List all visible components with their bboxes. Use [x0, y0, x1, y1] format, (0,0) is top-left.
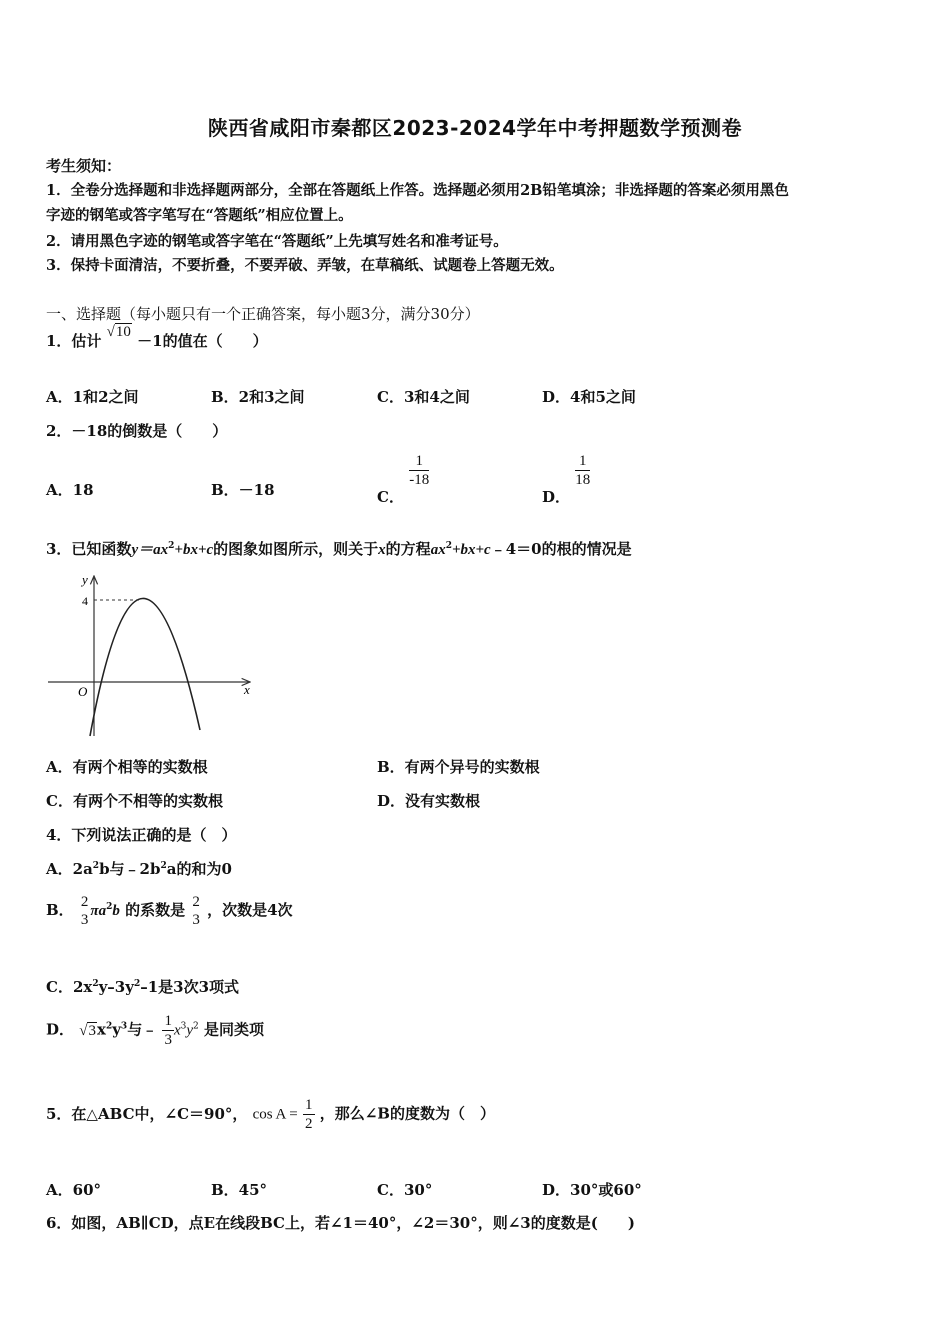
q2-option-d[interactable]: [542, 452, 591, 506]
q4-d-term-x: x: [173, 1022, 181, 1039]
q4-b-exp: 2: [106, 902, 113, 912]
q4-a-2: b与﹣2b: [99, 860, 161, 878]
q1-option-a[interactable]: A．1和2之间: [46, 388, 139, 406]
q2-c-num: 1: [409, 452, 429, 471]
page-title: 陕西省咸阳市秦都区2023-2024学年中考押题数学预测卷: [207, 116, 743, 140]
q5-num: 1: [305, 1097, 313, 1113]
q4-d-x-exp: 2: [105, 1021, 113, 1032]
q2-d-label: D．: [542, 487, 571, 506]
q2-d-den: 18: [575, 472, 591, 488]
q2-d-num: 1: [575, 452, 590, 471]
q5-option-d[interactable]: D．30°或60°: [542, 1181, 642, 1199]
q2-option-a[interactable]: A．18: [46, 481, 94, 499]
x-axis-label: x: [244, 682, 250, 697]
q1-option-b[interactable]: B．2和3之间: [211, 388, 305, 406]
q4-c-exp-2: 2: [133, 979, 141, 989]
q4-d-y-exp: 3: [120, 1021, 128, 1032]
q4-c-3: –1是3次3项式: [140, 978, 240, 996]
q1-option-d[interactable]: D．4和5之间: [542, 388, 636, 406]
q5-frac: [303, 1096, 315, 1133]
section-heading: 一、选择题（每小题只有一个正确答案，每小题3分，满分30分）: [46, 305, 480, 323]
q4-a-1: A．2a: [46, 860, 93, 878]
q5-den: 2: [305, 1116, 313, 1132]
q1-option-c[interactable]: C．3和4之间: [377, 388, 470, 406]
notice-line-3: 2．请用黑色字迹的钢笔或答字笔在“答题纸”上先填写姓名和准考证号。: [46, 233, 508, 250]
q3-text-4: ﹣4＝0的根的情况是: [490, 540, 632, 558]
question-4: 4．下列说法正确的是（ ）: [46, 826, 237, 844]
q4-a-exp-2: 2: [160, 861, 167, 871]
q4-b-den-2: 3: [192, 912, 200, 928]
q1-sqrt: √10: [106, 324, 131, 340]
question-1: [46, 324, 268, 351]
q4-a-exp-1: 2: [92, 861, 100, 871]
notice-line-1: 1．全卷分选择题和非选择题两部分，全部在答题纸上作答。选择题必须用2B铅笔填涂；非选择题的答案必须用黑色: [46, 182, 789, 199]
q3-eq: ax: [430, 542, 446, 558]
q2-c-den-wrap: [409, 471, 429, 489]
q4-b-num-1: 2: [80, 894, 89, 910]
y-tick-label: 4: [82, 594, 88, 608]
y-axis-label: y: [82, 572, 88, 587]
q2-c-fraction: [409, 452, 429, 489]
q4-d-label: D．: [46, 1020, 75, 1039]
q5-post: ，那么∠B的度数为（ ）: [319, 1104, 495, 1123]
q4-d-mid: 与﹣: [127, 1020, 158, 1039]
notice-line-2: 字迹的钢笔或答字笔写在“答题纸”相应位置上。: [46, 207, 353, 224]
q2-c-sign: -: [409, 472, 415, 488]
q5-option-c[interactable]: C．30°: [377, 1181, 433, 1199]
q3-text-3: 的方程: [385, 540, 431, 558]
origin-label: O: [78, 684, 88, 699]
q4-b-var: b: [112, 903, 120, 919]
question-6: 6．如图，AB∥CD，点E在线段BC上，若∠1＝40°，∠2＝30°，则∠3的度数是( ): [46, 1214, 635, 1232]
q5-option-a[interactable]: A．60°: [46, 1181, 102, 1199]
q4-d-term-y-exp: 2: [193, 1021, 199, 1032]
q4-d-tail: 是同类项: [203, 1020, 264, 1039]
q3-func: y＝ax: [131, 542, 169, 558]
q2-c-den: 18: [414, 472, 430, 488]
q4-b-expr: πa: [90, 903, 107, 919]
q1-post: －1的值在（ ）: [137, 332, 268, 350]
q4-d-y: y: [112, 1020, 121, 1039]
parabola-curve: [90, 598, 200, 736]
q2-c-label: C．: [377, 487, 404, 506]
q4-c-2: y–3y: [98, 978, 134, 996]
q4-b-tail: ，次数是4次: [207, 901, 293, 919]
q3-option-d[interactable]: D．没有实数根: [377, 792, 481, 810]
question-5: [46, 1096, 495, 1133]
question-2: 2．－18的倒数是（ ）: [46, 422, 228, 440]
q4-d-term-y: y: [186, 1022, 194, 1039]
q3-parabola-graph: [44, 568, 264, 743]
q4-c-exp-1: 2: [92, 979, 99, 989]
q3-text-1: 3．已知函数: [46, 540, 132, 558]
q4-d-sqrt: √3: [79, 1022, 96, 1039]
q4-c-1: C．2x: [46, 978, 93, 996]
q4-d-term-x-exp: 3: [180, 1021, 187, 1032]
q1-pre: 1．估计: [46, 332, 102, 350]
q2-d-fraction: [575, 452, 590, 489]
q3-option-a[interactable]: A．有两个相等的实数根: [46, 758, 208, 776]
q4-b-den-1: 3: [80, 912, 89, 928]
q4-d-num: 1: [164, 1013, 172, 1029]
q4-b-label: B．: [46, 901, 74, 919]
q4-b-frac-2: [190, 893, 202, 929]
notice-heading: 考生须知：: [46, 157, 122, 175]
q4-d-x: x: [96, 1020, 106, 1039]
q4-option-c[interactable]: [46, 976, 239, 997]
notice-line-4: 3．保持卡面清洁，不要折叠，不要弄破、弄皱，在草稿纸、试题卷上答题无效。: [46, 257, 564, 274]
q4-option-b[interactable]: [46, 893, 293, 929]
q4-d-frac: [162, 1012, 174, 1049]
q4-option-d[interactable]: [46, 1012, 264, 1049]
question-3: [46, 538, 632, 559]
q1-radicand: 10: [115, 324, 131, 340]
q3-text-2: 的图象如图所示，则关于: [213, 540, 379, 558]
q2-option-b[interactable]: B．－18: [211, 481, 275, 499]
q3-option-b[interactable]: B．有两个异号的实数根: [377, 758, 540, 776]
q4-option-a[interactable]: [46, 858, 232, 879]
q4-b-frac-1: [79, 893, 91, 929]
q5-cos: cos A =: [252, 1106, 298, 1123]
q5-pre: 5．在△ABC中，∠C＝90°，: [46, 1104, 248, 1123]
q4-a-3: a的和为0: [166, 860, 232, 878]
q4-b-num-2: 2: [192, 894, 200, 910]
q4-d-radicand: 3: [88, 1022, 96, 1039]
q3-exp-1: 2: [168, 541, 175, 551]
q3-eq-tail: +bx+c: [451, 542, 491, 558]
q2-option-c[interactable]: [377, 452, 430, 506]
q3-func-tail: +bx+c: [174, 542, 214, 558]
q3-var: x: [378, 542, 386, 558]
q3-option-c[interactable]: C．有两个不相等的实数根: [46, 792, 223, 810]
q4-d-den: 3: [164, 1032, 172, 1048]
q5-option-b[interactable]: B．45°: [211, 1181, 268, 1199]
q3-exp-2: 2: [445, 541, 452, 551]
q4-b-mid: 的系数是: [125, 901, 186, 919]
